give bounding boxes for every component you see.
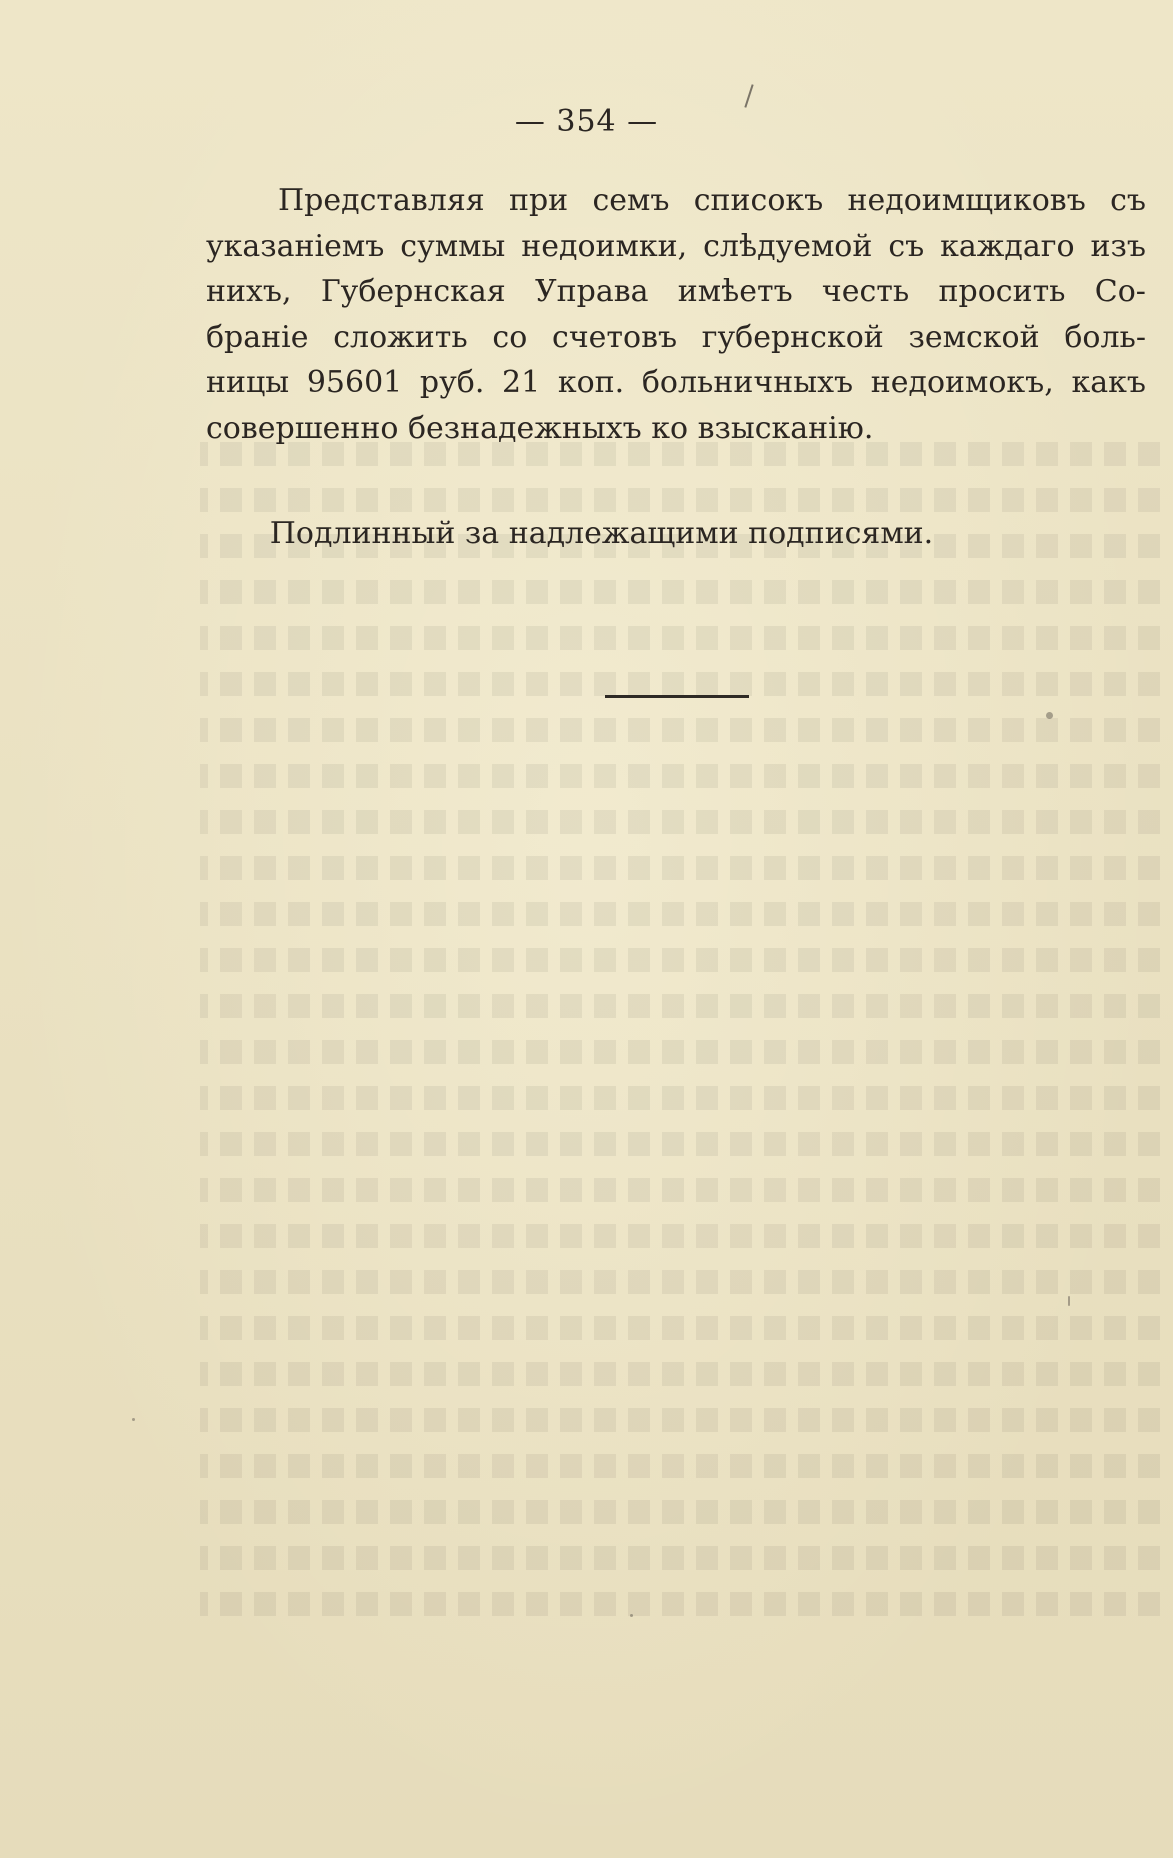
signature-note: Подлинный за надлежащими подписями.	[269, 516, 934, 551]
paper-speck	[132, 1418, 135, 1421]
paragraph-line: указаніемъ суммы недоимки, слѣдуемой съ каждаго изъ	[206, 228, 1146, 264]
paper-speck	[1068, 1296, 1070, 1306]
page-number: — 354 —	[514, 104, 659, 139]
paragraph-line: совершенно безнадежныхъ ко взысканію.	[206, 410, 874, 446]
paragraph-line: нихъ, Губернская Управа имѣетъ честь просить Со-	[206, 274, 1146, 309]
paper-speck	[1046, 712, 1053, 719]
section-divider	[605, 695, 749, 698]
bleed-through-texture	[200, 430, 1160, 1650]
paragraph-line: ницы 95601 руб. 21 коп. больничныхъ недоимокъ, какъ	[206, 365, 1146, 400]
paragraph-line: Представляя при семъ списокъ недоимщиковъ съ	[278, 183, 1146, 218]
paragraph-line: браніе сложить со счетовъ губернской земской боль-	[206, 319, 1146, 355]
main-paragraph	[206, 178, 1146, 451]
paper-speck	[630, 1614, 633, 1617]
